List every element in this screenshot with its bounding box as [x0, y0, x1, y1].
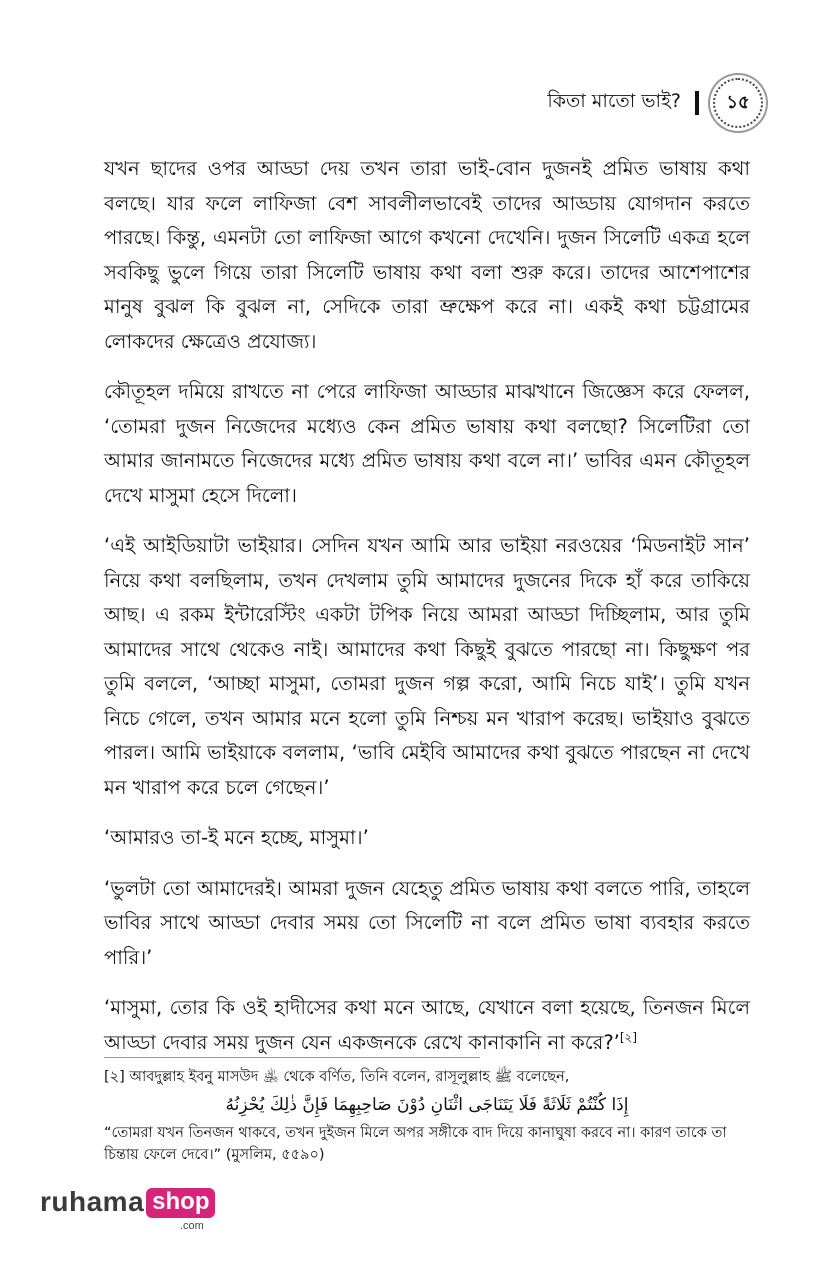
body-text: [104, 152, 750, 1076]
footnote: [104, 1066, 750, 1166]
footnote-arabic-hadith: إِذَا كُنْتُمْ ثَلَاثَةً فَلَا يَتَنَاجَى اثْنَانِ دُوْنَ صَاحِبِهِمَا فَإِنَّ ذٰلِكَ يُحْزِنُهُ: [225, 1095, 629, 1115]
paragraph-6-text: ‘মাসুমা, তোর কি ওই হাদীসের কথা মনে আছে, যেখানে বলা হয়েছে, তিনজন মিলে আড্ডা দেবার সময় দুজন যেন একজনকে রেখে কানাকানি না করে?’: [104, 996, 750, 1054]
logo-main-text: ruhama: [40, 1186, 145, 1217]
header-title: কিতা মাতো ভাই?: [547, 90, 681, 112]
ruhama-shop-logo: [40, 1186, 215, 1232]
logo-shop-badge: shop: [146, 1188, 215, 1218]
header-divider: [695, 91, 699, 115]
running-header: [547, 78, 763, 128]
paragraph-1: যখন ছাদের ওপর আড্ডা দেয় তখন তারা ভাই-বোন দুজনই প্রমিত ভাষায় কথা বলছে। যার ফলে লাফিজা বেশ সাবলীলভাবেই তাদের আড্ডায় যোগদান করতে পারছে। কিন্তু, এমনটা তো লাফিজা আগে কখনো দেখেনি। দুজন সিলেটি একত্র হলে সবকিছু ভুলে গিয়ে তারা সিলেটি ভাষায় কথা বলা শুরু করে। তাদের আশেপাশের মানুষ বুঝল কি বুঝল না, সেদিকে তারা ভ্রুক্ষেপ করে না। একই কথা চট্টগ্রামের লোকদের ক্ষেত্রেও প্রযোজ্য।: [104, 157, 750, 353]
footnote-reference[interactable]: [২]: [619, 1030, 638, 1044]
footnote-divider: [104, 1057, 480, 1058]
paragraph-6: [104, 991, 750, 1060]
footnote-intro: [২] আবদুল্লাহ ইবনু মাসউদ ﵁ থেকে বর্ণিত, তিনি বলেন, রাসূলুল্লাহ ﷺ বলেছেন,: [104, 1069, 570, 1085]
paragraph-3: ‘এই আইডিয়াটা ভাইয়ার। সেদিন যখন আমি আর ভাইয়া নরওয়ের ‘মিডনাইট সান’ নিয়ে কথা বলছিলাম, তখন দেখলাম তুমি আমাদের দুজনের দিকে হাঁ করে তাকিয়ে আছ। এ রকম ইন্টারেস্টিং একটা টপিক নিয়ে আমরা আড্ডা দিচ্ছিলাম, আর তুমি আমাদের সাথে থেকেও নাই। আমাদের কথা কিছুই বুঝতে পারছো না। কিছুক্ষণ পর তুমি বললে, ‘আচ্ছা মাসুমা, তোমরা দুজন গল্প করো, আমি নিচে যাই’। তুমি যখন নিচে গেলে, তখন আমার মনে হলো তুমি নিশ্চয় মন খারাপ করেছ। ভাইয়াও বুঝতে পারল। আমি ভাইয়াকে বললাম, ‘ভাবি মেইবি আমাদের কথা বুঝতে পারছেন না দেখে মন খারাপ করে চলে গেছেন।’: [104, 534, 750, 799]
footnote-translation: “তোমরা যখন তিনজন থাকবে, তখন দুইজন মিলে অপর সঙ্গীকে বাদ দিয়ে কানাঘুষা করবে না। কারণ তাকে তা চিন্তায় ফেলে দেবে।” (মুসলিম, ৫৫৯০): [104, 1125, 727, 1163]
paragraph-2: কৌতূহল দমিয়ে রাখতে না পেরে লাফিজা আড্ডার মাঝখানে জিজ্ঞেস করে ফেলল, ‘তোমরা দুজন নিজেদের মধ্যেও কেন প্রমিত ভাষায় কথা বলছো? সিলেটিরা তো আমার জানামতে নিজেদের মধ্যে প্রমিত ভাষায় কথা বলে না।’ ভাবির এমন কৌতূহল দেখে মাসুমা হেসে দিলো।: [104, 380, 750, 507]
paragraph-5: ‘ভুলটা তো আমাদেরই। আমরা দুজন যেহেতু প্রমিত ভাষায় কথা বলতে পারি, তাহলে ভাবির সাথে আড্ডা দেবার সময় তো সিলেটি না বলে প্রমিত ভাষা ব্যবহার করতে পারি।’: [104, 876, 750, 969]
logo-domain: .com: [180, 1220, 204, 1232]
page-number-badge: ১৫: [713, 78, 763, 128]
paragraph-4: ‘আমারও তা-ই মনে হচ্ছে, মাসুমা।’: [104, 826, 369, 849]
